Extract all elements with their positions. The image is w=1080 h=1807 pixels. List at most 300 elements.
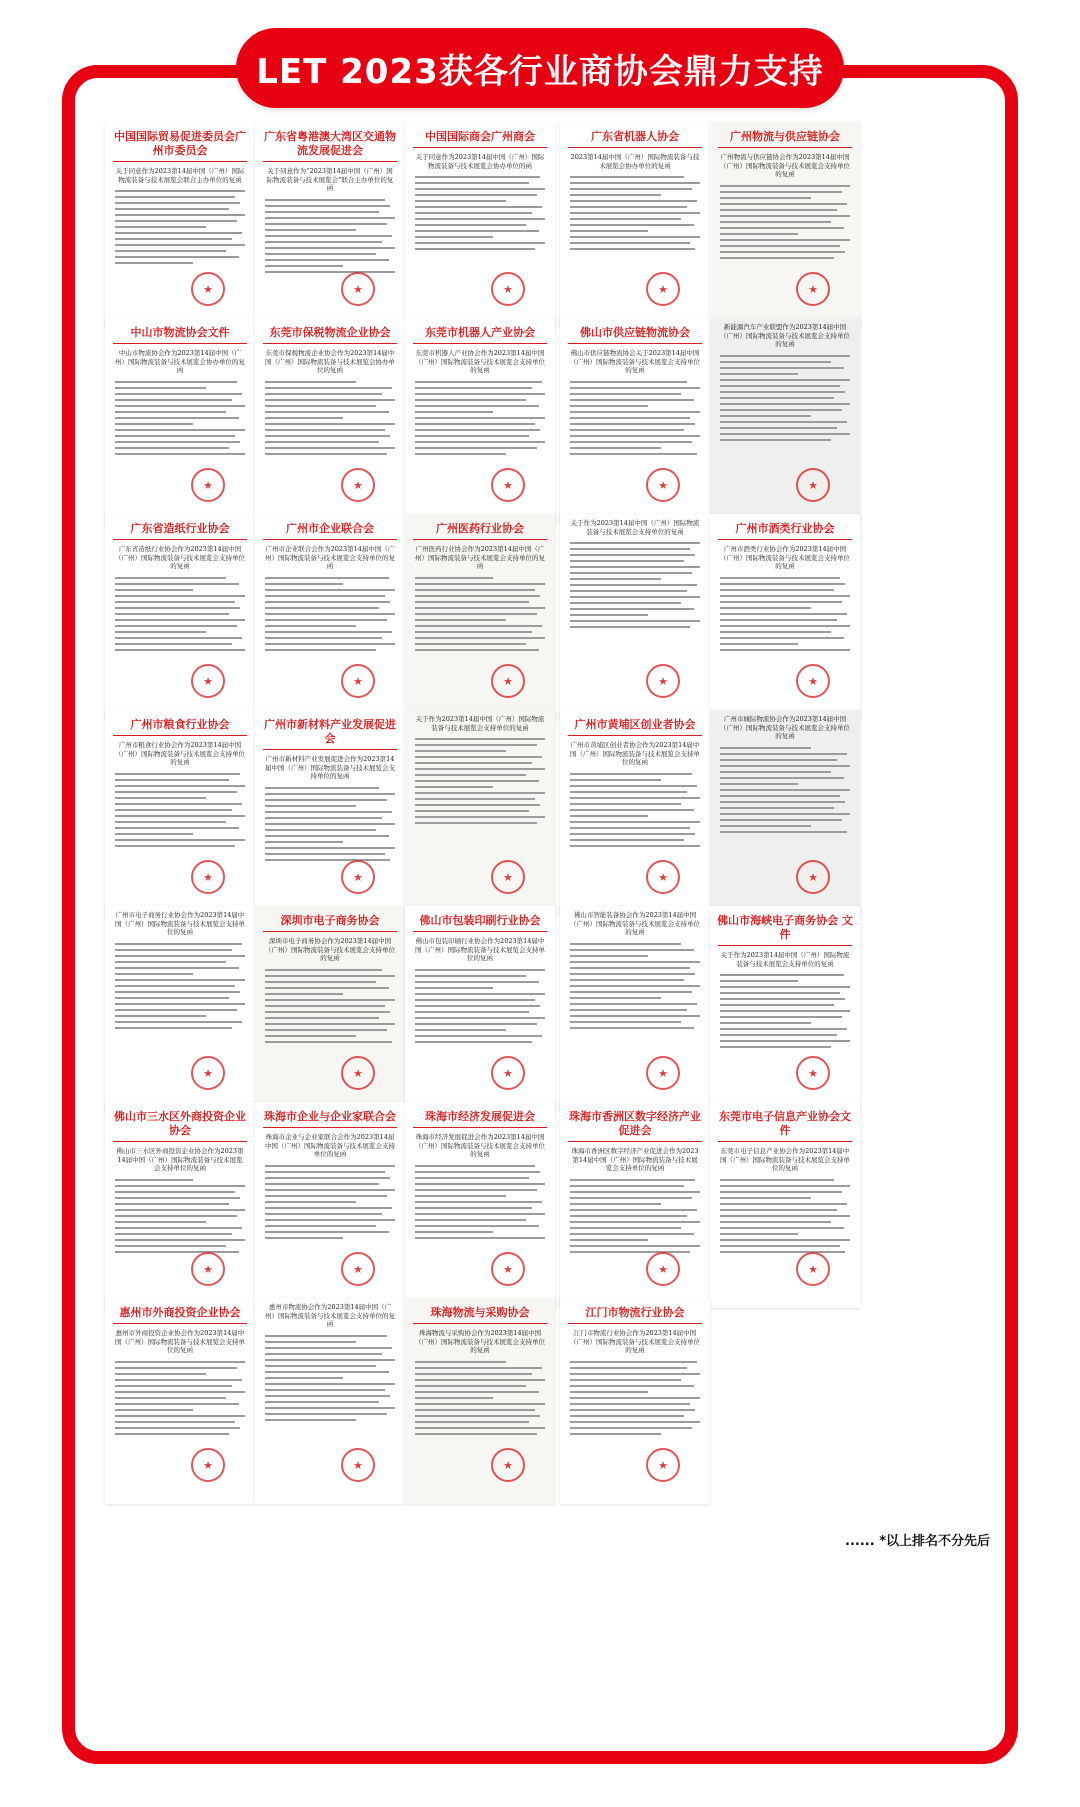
- text-line: [720, 986, 850, 988]
- text-line: [720, 233, 798, 235]
- text-line: [115, 226, 206, 228]
- text-line: [570, 417, 690, 419]
- text-line: [115, 1391, 245, 1393]
- text-line: [265, 1219, 395, 1221]
- text-line: [415, 780, 539, 782]
- letter-heading: 广州市城际物流协会作为2023第14届中国（广州）国际物流装备与技术展览会支持单位的复函: [720, 715, 850, 740]
- support-letter: [255, 710, 405, 916]
- text-line: [570, 967, 690, 969]
- text-line: [115, 250, 226, 252]
- text-line: [115, 429, 245, 431]
- letter-body: [720, 185, 850, 259]
- text-line: [720, 245, 840, 247]
- letter-org-name: 广州医药行业协会: [436, 522, 524, 535]
- text-line: [570, 1209, 697, 1211]
- support-letter: [560, 1102, 710, 1308]
- text-line: [115, 625, 237, 627]
- text-line: [265, 981, 376, 983]
- text-line: [720, 619, 837, 621]
- text-line: [265, 1353, 382, 1355]
- letter-org-name: 珠海市企业与企业家联合会: [264, 1110, 396, 1123]
- text-line: [115, 979, 245, 981]
- text-line: [415, 1011, 529, 1013]
- letter-body: [415, 577, 545, 651]
- text-line: [570, 548, 690, 550]
- text-line: [415, 1385, 526, 1387]
- text-line: [115, 214, 245, 216]
- text-line: [415, 200, 506, 202]
- text-line: [415, 399, 526, 401]
- letter-body: [720, 355, 850, 441]
- letter-heading: 广州市新材料产业发展促进会作为2023第14届中国（广州）国际物流装备与技术展览会支持单位的复函: [265, 755, 395, 780]
- letter-heading: 佛山市三水区外商投资企业协会作为2023第14届中国（广州）国际物流装备与技术展览会支持单位的复函: [116, 1147, 244, 1172]
- text-line: [415, 750, 506, 752]
- letter-body: [265, 199, 395, 273]
- text-line: [720, 601, 842, 603]
- text-line: [265, 1419, 356, 1421]
- text-line: [415, 577, 493, 579]
- text-line: [115, 779, 229, 781]
- letter-heading: 深圳市电子商务协会作为2023第14届中国（广州）国际物流装备与技术展览会支持单位的复函: [265, 937, 395, 962]
- text-line: [115, 595, 245, 597]
- letter-header-rule: [263, 161, 397, 162]
- text-line: [115, 1361, 245, 1363]
- text-line: [115, 997, 229, 999]
- text-line: [265, 601, 390, 603]
- text-line: [265, 211, 379, 213]
- text-line: [115, 631, 206, 633]
- text-line: [570, 405, 648, 407]
- text-line: [720, 385, 840, 387]
- text-line: [415, 194, 537, 196]
- letter-body: [570, 542, 700, 628]
- official-seal-icon: ★: [191, 468, 225, 502]
- text-line: [415, 999, 535, 1001]
- text-line: [720, 1040, 850, 1042]
- official-seal-icon: ★: [491, 664, 525, 698]
- text-line: [570, 1415, 684, 1417]
- letter-header-rule: [113, 161, 247, 162]
- letter-heading: 关于同意作为2023第14届中国（广州）国际物流装备与技术展览会协办单位的函: [415, 153, 545, 170]
- text-line: [265, 1207, 392, 1209]
- letter-body: [265, 1335, 395, 1421]
- text-line: [265, 841, 343, 843]
- text-line: [570, 1003, 697, 1005]
- letter-header-rule: [568, 343, 702, 344]
- text-line: [265, 817, 382, 819]
- letter-org-name: 广州市酒类行业协会: [735, 522, 835, 535]
- text-line: [720, 227, 844, 229]
- text-line: [720, 1010, 850, 1012]
- text-line: [265, 619, 387, 621]
- official-seal-icon: ★: [341, 1056, 375, 1090]
- text-line: [415, 1409, 535, 1411]
- official-seal-icon: ★: [491, 272, 525, 306]
- text-line: [115, 601, 235, 603]
- text-line: [415, 981, 539, 983]
- text-line: [720, 403, 850, 405]
- text-line: [720, 1028, 847, 1030]
- text-line: [415, 405, 539, 407]
- text-line: [115, 1191, 235, 1193]
- text-line: [415, 236, 493, 238]
- text-line: [720, 998, 845, 1000]
- text-line: [570, 248, 695, 250]
- text-line: [415, 993, 545, 995]
- page-title-banner: LET 2023获各行业商协会鼎力支持: [236, 28, 844, 108]
- text-line: [415, 810, 529, 812]
- text-line: [115, 577, 226, 579]
- text-line: [115, 1197, 240, 1199]
- text-line: [415, 756, 542, 758]
- text-line: [415, 1433, 537, 1435]
- text-line: [265, 1017, 379, 1019]
- letter-header-rule: [113, 1323, 247, 1324]
- text-line: [720, 613, 847, 615]
- text-line: [570, 1361, 697, 1363]
- text-line: [720, 1209, 837, 1211]
- official-seal-icon: ★: [341, 860, 375, 894]
- text-line: [570, 182, 700, 184]
- text-line: [720, 1245, 840, 1247]
- text-line: [115, 1367, 237, 1369]
- text-line: [265, 241, 382, 243]
- text-line: [415, 182, 529, 184]
- letter-header-rule: [413, 147, 547, 148]
- text-line: [265, 235, 392, 237]
- text-line: [265, 625, 356, 627]
- text-line: [265, 793, 395, 795]
- support-letter: [255, 906, 405, 1112]
- text-line: [265, 1231, 389, 1233]
- text-line: [265, 387, 392, 389]
- letter-header-rule: [568, 147, 702, 148]
- text-line: [570, 620, 700, 622]
- text-line: [415, 804, 540, 806]
- text-line: [115, 1221, 206, 1223]
- text-line: [570, 566, 700, 568]
- text-line: [415, 774, 526, 776]
- letter-heading: 广州市电子商务行业协会作为2023第14届中国（广州）国际物流装备与技术展览会支持单位的复函: [115, 911, 245, 936]
- text-line: [570, 176, 684, 178]
- text-line: [265, 829, 376, 831]
- text-line: [415, 1397, 493, 1399]
- text-line: [265, 643, 395, 645]
- text-line: [115, 1027, 232, 1029]
- text-line: [570, 387, 700, 389]
- text-line: [570, 1215, 687, 1217]
- letter-header-rule: [718, 1141, 852, 1142]
- official-seal-icon: ★: [191, 664, 225, 698]
- support-letter: [405, 1102, 555, 1308]
- text-line: [570, 554, 695, 556]
- text-line: [115, 1433, 229, 1435]
- text-line: [415, 381, 542, 383]
- letter-heading: 广州医药行业协会作为2023第14届中国（广州）国际物流装备与技术展览会支持单位的复函: [415, 545, 545, 570]
- letter-org-name: 广州市企业联合会: [286, 522, 374, 535]
- text-line: [265, 577, 389, 579]
- letter-heading: 东莞市机器人产业协会作为2023第14届中国（广州）国际物流装备与技术展览会支持单位的复函: [415, 349, 545, 374]
- letter-header-rule: [413, 1127, 547, 1128]
- text-line: [265, 259, 389, 261]
- text-line: [720, 777, 844, 779]
- text-line: [265, 799, 387, 801]
- text-line: [265, 835, 389, 837]
- text-line: [415, 206, 542, 208]
- text-line: [415, 643, 526, 645]
- text-line: [265, 787, 379, 789]
- text-line: [570, 845, 700, 847]
- text-line: [415, 975, 526, 977]
- text-line: [570, 1015, 700, 1017]
- official-seal-icon: ★: [646, 1056, 680, 1090]
- text-line: [265, 1225, 376, 1227]
- text-line: [265, 1201, 356, 1203]
- text-line: [720, 1239, 850, 1241]
- text-line: [115, 791, 237, 793]
- text-line: [115, 803, 242, 805]
- text-line: [570, 979, 684, 981]
- text-line: [570, 212, 700, 214]
- text-line: [720, 379, 850, 381]
- letter-heading: 关于作为2023第14届中国（广州）国际物流装备与技术展览会支持单位的复函: [570, 519, 700, 536]
- text-line: [115, 773, 240, 775]
- text-line: [415, 744, 537, 746]
- letter-heading: 关于同意作为“2023第14届中国（广州）国际物流装备与技术展览会”联合主办单位的复函: [266, 167, 394, 192]
- text-line: [265, 589, 395, 591]
- text-line: [265, 1371, 389, 1373]
- support-letter: [710, 906, 860, 1112]
- text-line: [115, 785, 245, 787]
- text-line: [265, 1041, 392, 1043]
- text-line: [415, 607, 545, 609]
- letter-body: [570, 773, 700, 847]
- letter-org-name: 佛山市三水区外商投资企业协会: [114, 1110, 246, 1137]
- text-line: [265, 613, 395, 615]
- text-line: [415, 1201, 542, 1203]
- official-seal-icon: ★: [796, 1056, 830, 1090]
- text-line: [265, 1035, 356, 1037]
- text-line: [265, 229, 356, 231]
- letter-body: [265, 1165, 395, 1239]
- text-line: [415, 447, 537, 449]
- text-line: [720, 203, 847, 205]
- text-line: [265, 271, 395, 273]
- text-line: [415, 218, 545, 220]
- letter-heading: 佛山市智能装备协会作为2023第14届中国（广州）国际物流装备与技术展览会支持单位的复函: [570, 911, 700, 936]
- letter-body: [115, 1179, 245, 1253]
- text-line: [570, 1391, 648, 1393]
- text-line: [570, 242, 690, 244]
- text-line: [115, 583, 239, 585]
- official-seal-icon: ★: [646, 1448, 680, 1482]
- text-line: [415, 1219, 526, 1221]
- text-line: [720, 1004, 834, 1006]
- text-line: [570, 1233, 694, 1235]
- text-line: [265, 1383, 395, 1385]
- letter-body: [265, 577, 395, 651]
- text-line: [415, 1361, 506, 1363]
- text-line: [720, 813, 850, 815]
- letter-heading: 珠海市企业与企业家联合会作为2023第14届中国（广州）国际物流装备与技术展览会支持单位的复函: [265, 1133, 395, 1158]
- text-line: [415, 1189, 537, 1191]
- letter-org-name: 广州物流与供应链协会: [730, 130, 840, 143]
- text-line: [570, 206, 687, 208]
- text-line: [265, 1177, 390, 1179]
- letter-body: [115, 190, 245, 264]
- official-seal-icon: ★: [191, 1056, 225, 1090]
- text-line: [265, 1195, 387, 1197]
- official-seal-icon: ★: [191, 272, 225, 306]
- text-line: [115, 393, 242, 395]
- text-line: [570, 1027, 694, 1029]
- official-seal-icon: ★: [191, 1252, 225, 1286]
- text-line: [115, 1215, 237, 1217]
- text-line: [265, 975, 395, 977]
- text-line: [115, 399, 232, 401]
- text-line: [570, 194, 661, 196]
- text-line: [115, 613, 229, 615]
- text-line: [720, 209, 837, 211]
- support-letter: [710, 710, 860, 916]
- letter-header-rule: [113, 1141, 247, 1142]
- letter-heading: 珠海物流与采购协会作为2023第14届中国（广州）国际物流装备与技术展览会支持单位的复函: [415, 1329, 545, 1354]
- letter-header-rule: [263, 749, 397, 750]
- text-line: [570, 997, 661, 999]
- text-line: [570, 453, 697, 455]
- text-line: [415, 393, 545, 395]
- text-line: [415, 1415, 540, 1417]
- text-line: [115, 1227, 242, 1229]
- text-line: [720, 625, 850, 627]
- letter-body: [265, 787, 395, 861]
- text-line: [265, 649, 376, 651]
- text-line: [415, 637, 545, 639]
- text-line: [415, 1379, 545, 1381]
- text-line: [115, 1385, 232, 1387]
- text-line: [720, 391, 845, 393]
- text-line: [415, 224, 526, 226]
- official-seal-icon: ★: [341, 664, 375, 698]
- text-line: [415, 1177, 529, 1179]
- text-line: [265, 1023, 395, 1025]
- text-line: [265, 1389, 385, 1391]
- letter-org-name: 佛山市包装印刷行业协会: [419, 914, 541, 927]
- text-line: [115, 1021, 242, 1023]
- text-line: [570, 1197, 692, 1199]
- text-line: [265, 1365, 376, 1367]
- text-line: [265, 1165, 395, 1167]
- text-line: [570, 949, 694, 951]
- letter-org-name: 广州市新材料产业发展促进会: [264, 718, 396, 745]
- text-line: [265, 381, 356, 383]
- letter-org-name: 广州市黄埔区创业者协会: [574, 718, 696, 731]
- text-line: [115, 447, 229, 449]
- text-line: [570, 590, 687, 592]
- letter-org-name: 珠海市经济发展促进会: [425, 1110, 535, 1123]
- text-line: [265, 417, 343, 419]
- text-line: [265, 393, 382, 395]
- support-letter: [105, 318, 255, 524]
- text-line: [720, 239, 850, 241]
- text-line: [570, 584, 697, 586]
- text-line: [720, 643, 798, 645]
- letter-org-name: 广东省粤港澳大湾区交通物流发展促进会: [264, 130, 396, 157]
- text-line: [570, 1421, 700, 1423]
- text-line: [415, 1373, 532, 1375]
- text-line: [265, 1029, 387, 1031]
- text-line: [265, 859, 390, 861]
- letter-org-name: 广东省机器人协会: [591, 130, 679, 143]
- text-line: [415, 1183, 545, 1185]
- text-line: [265, 1359, 395, 1361]
- text-line: [115, 1233, 232, 1235]
- support-letter: [255, 514, 405, 720]
- text-line: [720, 433, 850, 435]
- text-line: [115, 1239, 245, 1241]
- official-seal-icon: ★: [796, 860, 830, 894]
- text-line: [265, 1171, 385, 1173]
- text-line: [570, 1409, 695, 1411]
- text-line: [570, 423, 695, 425]
- text-line: [415, 435, 529, 437]
- text-line: [720, 185, 850, 187]
- text-line: [570, 1245, 700, 1247]
- text-line: [115, 833, 193, 835]
- text-line: [570, 1433, 661, 1435]
- text-line: [265, 1395, 390, 1397]
- text-line: [415, 631, 532, 633]
- letter-heading: 佛山市供应链物流协会关于2023第14届中国（广州）国际物流装备与技术展览会支持单位的复函: [570, 349, 700, 374]
- letter-heading: 关于作为2023第14届中国（广州）国际物流装备与技术展览会支持单位的复函: [415, 715, 545, 732]
- text-line: [570, 1367, 687, 1369]
- text-line: [570, 1379, 681, 1381]
- letter-org-name: 深圳市电子商务协会: [280, 914, 380, 927]
- text-line: [115, 827, 239, 829]
- text-line: [570, 1185, 684, 1187]
- letter-org-name: 东莞市机器人产业协会: [425, 326, 535, 339]
- text-line: [115, 405, 245, 407]
- text-line: [570, 1251, 690, 1253]
- text-line: [720, 439, 831, 441]
- letter-heading: 珠海市经济发展促进会作为2023第14届中国（广州）国际物流装备与技术展览会支持单位的复函: [415, 1133, 545, 1158]
- text-line: [720, 251, 845, 253]
- official-seal-icon: ★: [191, 1448, 225, 1482]
- text-line: [265, 399, 395, 401]
- letter-heading: 东莞市保税物流企业协会作为2023第14届中国（广州）国际物流装备与技术展览会协办单位的复函: [265, 349, 395, 374]
- text-line: [115, 955, 245, 957]
- support-letter: [255, 318, 405, 524]
- letter-heading: 惠州市外商投资企业协会作为2023第14届中国（广州）国际物流装备与技术展览会支持单位的复函: [115, 1329, 245, 1354]
- letter-org-name: 珠海市香洲区数字经济产业促进会: [569, 1110, 701, 1137]
- official-seal-icon: ★: [491, 468, 525, 502]
- official-seal-icon: ★: [646, 860, 680, 894]
- text-line: [570, 1009, 687, 1011]
- text-line: [415, 188, 545, 190]
- official-seal-icon: ★: [491, 1252, 525, 1286]
- text-line: [570, 447, 661, 449]
- text-line: [115, 387, 206, 389]
- text-line: [720, 759, 837, 761]
- text-line: [570, 797, 700, 799]
- text-line: [720, 637, 844, 639]
- text-line: [265, 199, 385, 201]
- text-line: [115, 649, 245, 651]
- text-line: [415, 176, 540, 178]
- text-line: [115, 991, 240, 993]
- official-seal-icon: ★: [796, 468, 830, 502]
- text-line: [115, 1379, 242, 1381]
